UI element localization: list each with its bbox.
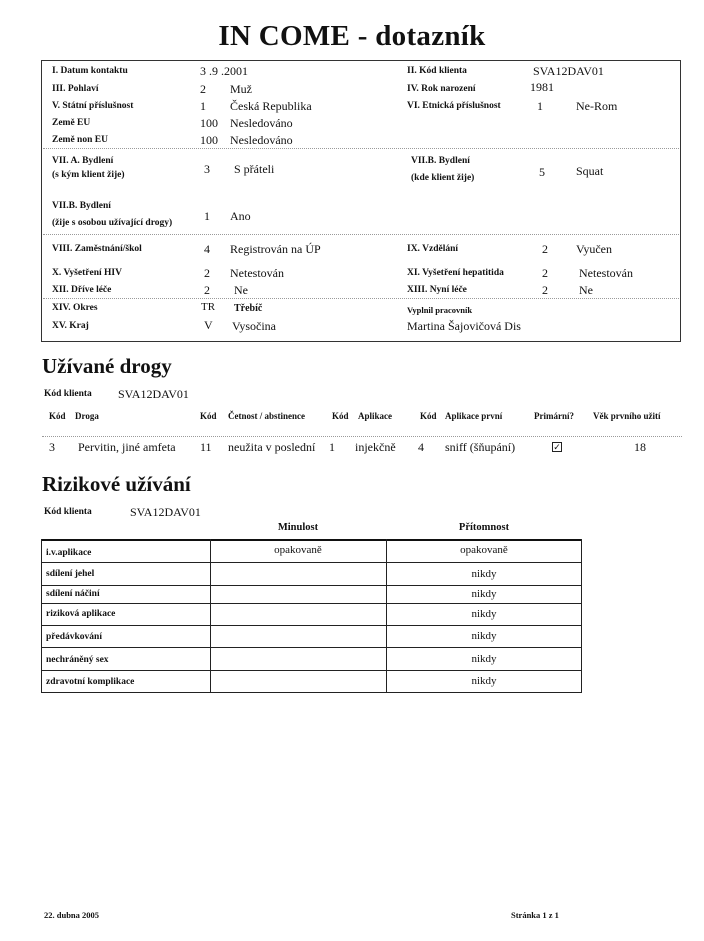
risk-row-present: opakovaně xyxy=(460,544,508,556)
birth-year-value: 1981 xyxy=(530,80,554,94)
birth-year-label: IV. Rok narození xyxy=(407,84,476,94)
eu-country-label: Země EU xyxy=(52,118,91,128)
employment-code: 4 xyxy=(204,242,210,256)
current-treatment-label: XIII. Nyní léče xyxy=(407,285,467,295)
district-label: XIV. Okres xyxy=(52,303,98,313)
employment-value: Registrován na ÚP xyxy=(230,242,321,256)
education-code: 2 xyxy=(542,242,548,256)
drugs-row-code: 3 xyxy=(49,440,55,454)
risk-row-present: nikdy xyxy=(471,588,497,600)
drugs-row-drug: Pervitin, jiné amfeta xyxy=(78,440,176,454)
risk-row-past: opakovaně xyxy=(274,544,322,556)
sex-value: Muž xyxy=(230,82,252,96)
eu-country-value: Nesledováno xyxy=(230,116,293,130)
housing-where-label: VII.B. Bydlení xyxy=(411,156,470,166)
hiv-test-value: Netestován xyxy=(230,266,284,280)
housing-where-value: Squat xyxy=(576,164,604,178)
risk-row-label: zdravotní komplikace xyxy=(46,677,135,687)
eu-country-code: 100 xyxy=(200,116,218,130)
drugs-header-code4: Kód xyxy=(420,411,437,421)
risk-row-label: sdílení náčiní xyxy=(46,589,100,599)
risk-row-present: nikdy xyxy=(471,653,497,665)
risk-row-present: nikdy xyxy=(471,568,497,580)
region-label: XV. Kraj xyxy=(52,321,89,331)
primary-checkbox[interactable]: ✓ xyxy=(553,442,561,452)
housing-drug-user-code: 1 xyxy=(204,209,210,223)
ethnicity-label: VI. Etnická příslušnost xyxy=(407,101,501,111)
hepatitis-test-code: 2 xyxy=(542,266,548,280)
risk-client-label: Kód klienta xyxy=(44,507,92,517)
drugs-header-frequency: Četnost / abstinence xyxy=(228,411,305,421)
risk-row-label: sdílení jehel xyxy=(46,569,95,579)
footer-page-number: Stránka 1 z 1 xyxy=(511,910,559,920)
drugs-header-first-use-age: Věk prvního užití xyxy=(593,411,661,421)
citizenship-label: V. Státní příslušnost xyxy=(52,101,134,111)
drugs-header-code3: Kód xyxy=(332,411,349,421)
risk-row-present: nikdy xyxy=(471,608,497,620)
client-code-label: II. Kód klienta xyxy=(407,66,467,76)
drugs-header-primary: Primární? xyxy=(534,411,574,421)
drugs-heading: Užívané drogy xyxy=(42,354,172,378)
current-treatment-code: 2 xyxy=(542,283,548,297)
district-code: TR xyxy=(201,301,216,313)
worker-label: Vyplnil pracovník xyxy=(407,305,473,315)
risk-row-present: nikdy xyxy=(471,675,497,687)
risk-row-label: i.v.aplikace xyxy=(46,548,92,558)
ethnicity-code: 1 xyxy=(537,99,543,113)
risk-col-present: Přítomnost xyxy=(458,522,510,533)
drugs-header-drug: Droga xyxy=(75,411,99,421)
risk-client-value: SVA12DAV01 xyxy=(130,505,201,519)
contact-date-label: I. Datum kontaktu xyxy=(52,66,128,76)
drugs-client-label: Kód klienta xyxy=(44,389,92,399)
drugs-header-first-application: Aplikace první xyxy=(445,411,503,421)
housing-drug-user-value: Ano xyxy=(230,209,251,223)
housing-where-code: 5 xyxy=(539,165,545,179)
sex-label: III. Pohlaví xyxy=(52,84,99,94)
drugs-row-frequency: neužita v poslední xyxy=(228,440,316,454)
drugs-header-code: Kód xyxy=(49,411,66,421)
prior-treatment-label: XII. Dříve léče xyxy=(52,285,112,295)
prior-treatment-code: 2 xyxy=(204,283,210,297)
housing-with-code: 3 xyxy=(204,162,210,176)
page-title: IN COME - dotazník xyxy=(218,20,486,52)
housing-with-label: VII. A. Bydlení xyxy=(52,156,114,166)
region-value: Vysočina xyxy=(232,319,276,333)
drugs-row-code2: 11 xyxy=(200,440,212,454)
client-code-value: SVA12DAV01 xyxy=(533,64,604,78)
risk-row-label: předávkování xyxy=(46,632,102,642)
hiv-test-label: X. Vyšetření HIV xyxy=(52,268,122,278)
sex-code: 2 xyxy=(200,82,206,96)
housing-drug-user-sublabel: (žije s osobou užívající drogy) xyxy=(52,218,173,228)
housing-with-sublabel: (s kým klient žije) xyxy=(52,170,125,180)
risk-row-present: nikdy xyxy=(471,630,497,642)
drugs-header-application: Aplikace xyxy=(358,411,393,421)
employment-label: VIII. Zaměstnání/škol xyxy=(52,244,142,254)
drugs-row-code4: 4 xyxy=(418,440,424,454)
education-value: Vyučen xyxy=(576,242,612,256)
ethnicity-value: Ne-Rom xyxy=(576,99,618,113)
non-eu-country-code: 100 xyxy=(200,133,218,147)
hepatitis-test-value: Netestován xyxy=(579,266,633,280)
hiv-test-code: 2 xyxy=(204,266,210,280)
drugs-header-code2: Kód xyxy=(200,411,217,421)
district-value: Třebíč xyxy=(234,303,263,314)
housing-with-value: S přáteli xyxy=(234,162,275,176)
citizenship-code: 1 xyxy=(200,99,206,113)
region-code: V xyxy=(204,318,213,332)
drugs-client-value: SVA12DAV01 xyxy=(118,387,189,401)
drugs-row-first-use-age: 18 xyxy=(634,440,646,454)
prior-treatment-value: Ne xyxy=(234,283,248,297)
worker-name: Martina Šajovičová Dis xyxy=(407,319,521,333)
citizenship-value: Česká Republika xyxy=(230,99,312,113)
drugs-row-application: injekčně xyxy=(355,440,396,454)
hepatitis-test-label: XI. Vyšetření hepatitida xyxy=(407,268,504,278)
drugs-row-code3: 1 xyxy=(329,440,335,454)
housing-where-sublabel: (kde klient žije) xyxy=(411,173,475,183)
non-eu-country-value: Nesledováno xyxy=(230,133,293,147)
non-eu-country-label: Země non EU xyxy=(52,135,108,145)
education-label: IX. Vzdělání xyxy=(407,244,459,254)
drugs-row-first-application: sniff (šňupání) xyxy=(445,440,516,454)
footer-date: 22. dubna 2005 xyxy=(44,910,100,920)
risk-heading: Rizikové užívání xyxy=(42,472,191,496)
contact-date-value: 3 .9 .2001 xyxy=(200,64,248,78)
current-treatment-value: Ne xyxy=(579,283,593,297)
risk-row-label: riziková aplikace xyxy=(46,609,116,619)
risk-col-past: Minulost xyxy=(277,522,319,533)
housing-drug-user-label: VII.B. Bydlení xyxy=(52,201,111,211)
risk-row-label: nechráněný sex xyxy=(46,655,109,665)
